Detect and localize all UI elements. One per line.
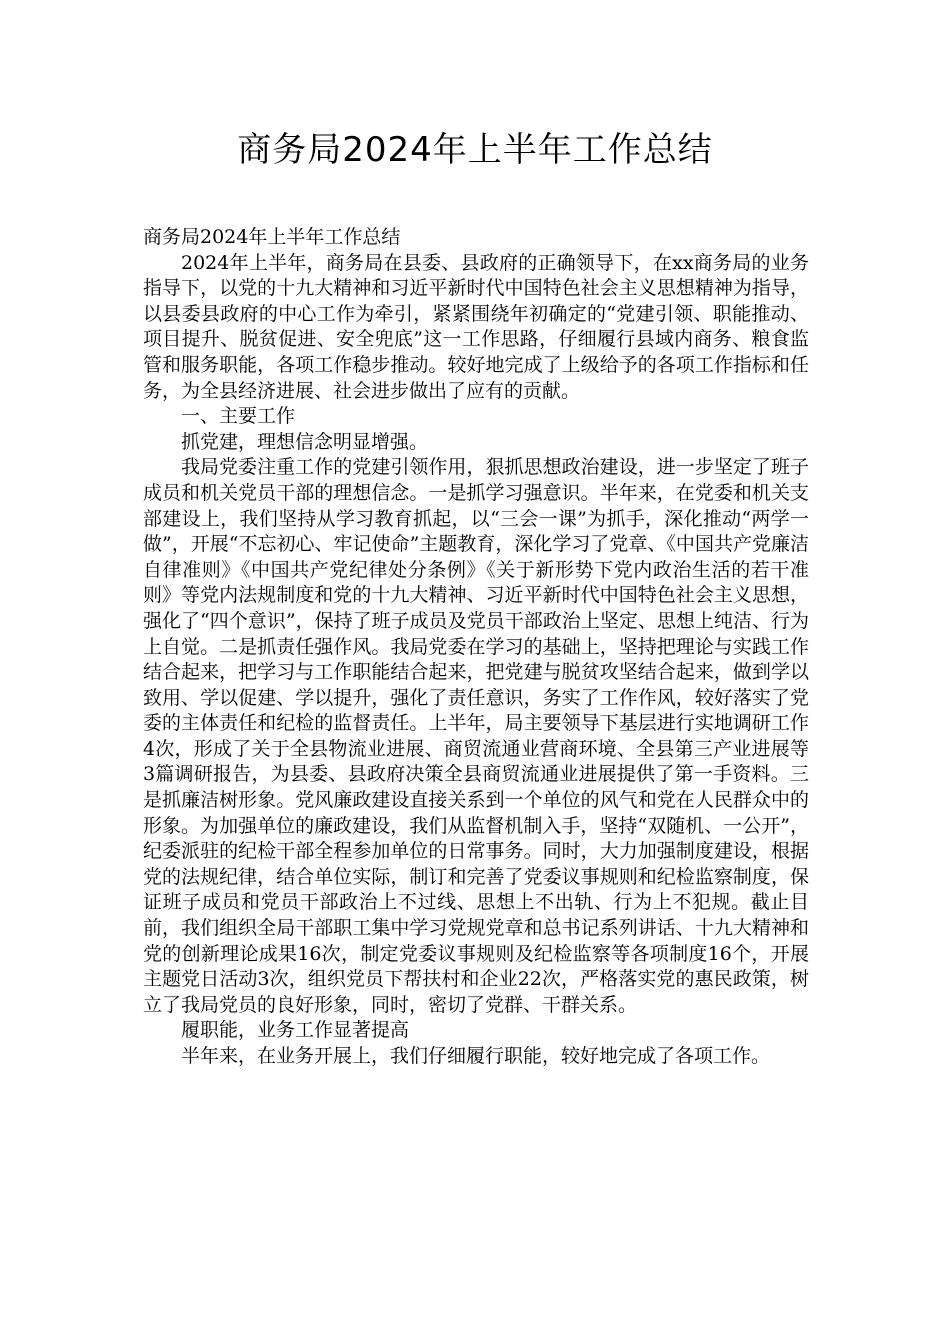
section-heading-main-work: 一、主要工作: [181, 405, 296, 428]
party-building-paragraph: 我局党委注重工作的党建引领作用，狠抓思想政治建设，进一步坚定了班子成员和机关党员干部的理想信念。一是抓学习强意识。半年来，在党委和机关支部建设上，我们坚持从学习教育抓起，以“三会一课”为抓手，深化推动“两学一做”，开展“不忘初心、牢记使命”主题教育，深化学习了党章、《中国共产党廉洁自律准则》《中国共产党纪律处分条例》《关于新形势下党内政治生活的若干准则》等党内法规制度和党的十九大精神、习近平新时代中国特色社会主义思想，强化了“四个意识”，保持了班子成员及党员干部政治上坚定、思想上纯洁、行为上自觉。二是抓责任强作风。我局党委在学习的基础上，坚持把理论与实践工作结合起来，把学习与工作职能结合起来，把党建与脱贫攻坚结合起来，做到学以致用、学以促建、学以提升，强化了责任意识，务实了工作作风，较好落实了党委的主体责任和纪检的监督责任。上半年，局主要领导下基层进行实地调研工作4次，形成了关于全县物流业进展、商贸流通业营商环境、全县第三产业进展等3篇调研报告，为县委、县政府决策全县商贸流通业进展提供了第一手资料。三是抓廉洁树形象。党风廉政建设直接关系到一个单位的风气和党在人民群众中的形象。为加强单位的廉政建设，我们从监督机制入手，坚持“双随机、一公开”，纪委派驻的纪检干部全程参加单位的日常事务。同时，大力加强制度建设，根据党的法规纪律，结合单位实际，制订和完善了党委议事规则和纪检监察制度，保证班子成员和党员干部政治上不过线、思想上不出轨、行为上不犯规。截止目前，我们组织全局干部职工集中学习党规党章和总书记系列讲话、十九大精神和党的创新理论成果16次，制定党委议事规则及纪检监察等各项制度16个，开展主题党日活动3次，组织党员下帮扶村和企业22次，严格落实党的惠民政策，树立了我局党员的良好形象，同时，密切了党群、干群关系。: [143, 456, 809, 1016]
intro-paragraph: 2024年上半年，商务局在县委、县政府的正确领导下，在xx商务局的业务指导下，以党的十九大精神和习近平新时代中国特色社会主义思想精神为指导，以县委县政府的中心工作为牵引，紧紧围绕年初确定的“党建引领、职能推动、项目提升、脱贫促进、安全兜底”这一工作思路，仔细履行县域内商务、粮食监管和服务职能，各项工作稳步推动。较好地完成了上级给予的各项工作指标和任务，为全县经济进展、社会进步做出了应有的贡献。: [143, 251, 809, 402]
document-body: [143, 225, 809, 1070]
subheading-party-building: 抓党建，理想信念明显增强。: [181, 430, 429, 453]
subtitle-paragraph: 商务局2024年上半年工作总结: [143, 226, 401, 248]
duties-paragraph: 半年来，在业务开展上，我们仔细履行职能，较好地完成了各项工作。: [181, 1045, 771, 1067]
subheading-duties: 履职能，业务工作显著提高: [181, 1019, 410, 1042]
document-title: 商务局2024年上半年工作总结: [237, 130, 713, 170]
